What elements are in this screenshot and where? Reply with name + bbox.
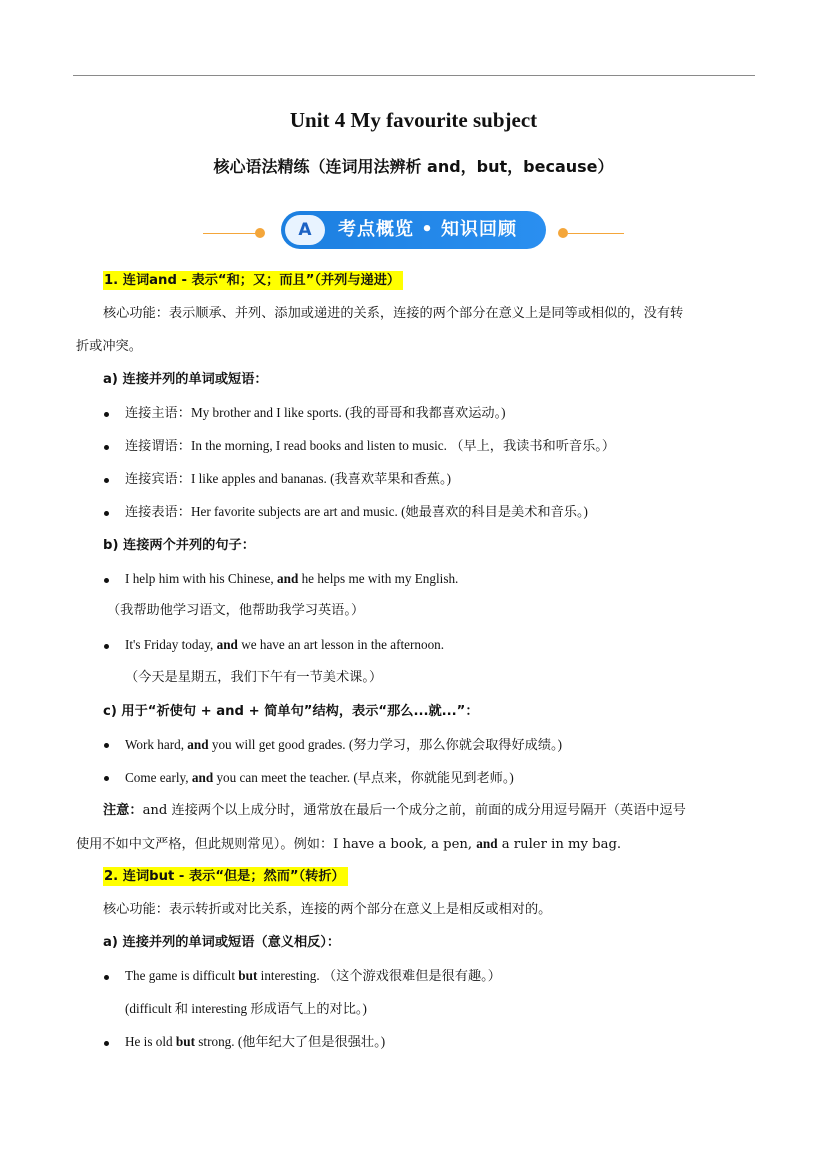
list-item: Work hard, and you will get good grades. (努力学习，那么你就会取得好成绩。): [125, 737, 563, 752]
list-item: 连接表语：Her favorite subjects are art and music. (她最喜欢的科目是美术和音乐。): [125, 504, 588, 520]
banner-badge: A: [285, 215, 325, 245]
translation-line: （我帮助他学习语文，他帮助我学习英语。）: [107, 603, 365, 618]
banner-title: 考点概览 • 知识回顾: [338, 219, 518, 240]
list-item: It's Friday today, and we have an art lesson in the afternoon.: [125, 637, 445, 652]
bullet-icon: [104, 445, 109, 450]
note-line-2: 使用不如中文严格，但此规则常见）。例如：I have a book, a pen, and a ruler in my bag.: [76, 836, 622, 852]
list-item: The game is difficult but interesting. （这个游戏很难但是很有趣。）: [125, 968, 501, 983]
translation-line: （今天是星期五，我们下午有一节美术课。）: [125, 670, 383, 685]
bullet-icon: [104, 1041, 109, 1046]
header-rule: [73, 75, 755, 76]
bullet-icon: [104, 478, 109, 483]
page-subtitle: 核心语法精练（连词用法辨析 and，but，because）: [213, 157, 614, 176]
translation-line: (difficult 和 interesting 形成语气上的对比。): [125, 1001, 367, 1016]
list-item: I help him with his Chinese, and he helps me with my English.: [125, 571, 459, 586]
section-banner: [0, 209, 827, 251]
banner-right-line: [568, 233, 624, 234]
section-2-heading: 2. 连词but - 表示“但是；然而”（转折）: [103, 868, 348, 886]
section-1-heading: 1. 连词and - 表示“和；又；而且”（并列与递进）: [103, 272, 403, 290]
section-2a-title: a) 连接并列的单词或短语（意义相反）：: [103, 935, 341, 950]
bullet-icon: [104, 644, 109, 649]
list-item: 连接主语：My brother and I like sports. (我的哥哥和我都喜欢运动。): [125, 405, 506, 421]
bullet-icon: [104, 511, 109, 516]
section-1b-title: b) 连接两个并列的句子：: [103, 538, 255, 553]
banner-left-line: [203, 233, 257, 234]
bullet-icon: [104, 743, 109, 748]
section-1c-title: c) 用于“祈使句 + and + 简单句”结构，表示“那么...就...”：: [103, 704, 479, 719]
list-item: 连接宾语：I like apples and bananas. (我喜欢苹果和香蕉。): [125, 471, 451, 487]
note-line-1: 注意：and 连接两个以上成分时，通常放在最后一个成分之前，前面的成分用逗号隔开（英语中逗号: [103, 803, 686, 818]
bullet-icon: [104, 412, 109, 417]
page-title: Unit 4 My favourite subject: [289, 108, 538, 132]
section-1-function-line-2: 折或冲突。: [76, 339, 142, 354]
bullet-icon: [104, 975, 109, 980]
banner-right-dot: [558, 228, 568, 238]
section-1-function-line-1: 核心功能：表示顺承、并列、添加或递进的关系，连接的两个部分在意义上是同等或相似的，没有转: [103, 306, 684, 321]
bullet-icon: [104, 578, 109, 583]
list-item: Come early, and you can meet the teacher. (早点来，你就能见到老师。): [125, 770, 514, 785]
section-2-function-line: 核心功能：表示转折或对比关系，连接的两个部分在意义上是相反或相对的。: [103, 902, 552, 917]
list-item: He is old but strong. (他年纪大了但是很强壮。): [125, 1034, 386, 1049]
banner-left-dot: [255, 228, 265, 238]
bullet-icon: [104, 776, 109, 781]
list-item: 连接谓语：In the morning, I read books and listen to music. （早上，我读书和听音乐。）: [125, 438, 616, 454]
section-1a-title: a) 连接并列的单词或短语：: [103, 372, 268, 387]
